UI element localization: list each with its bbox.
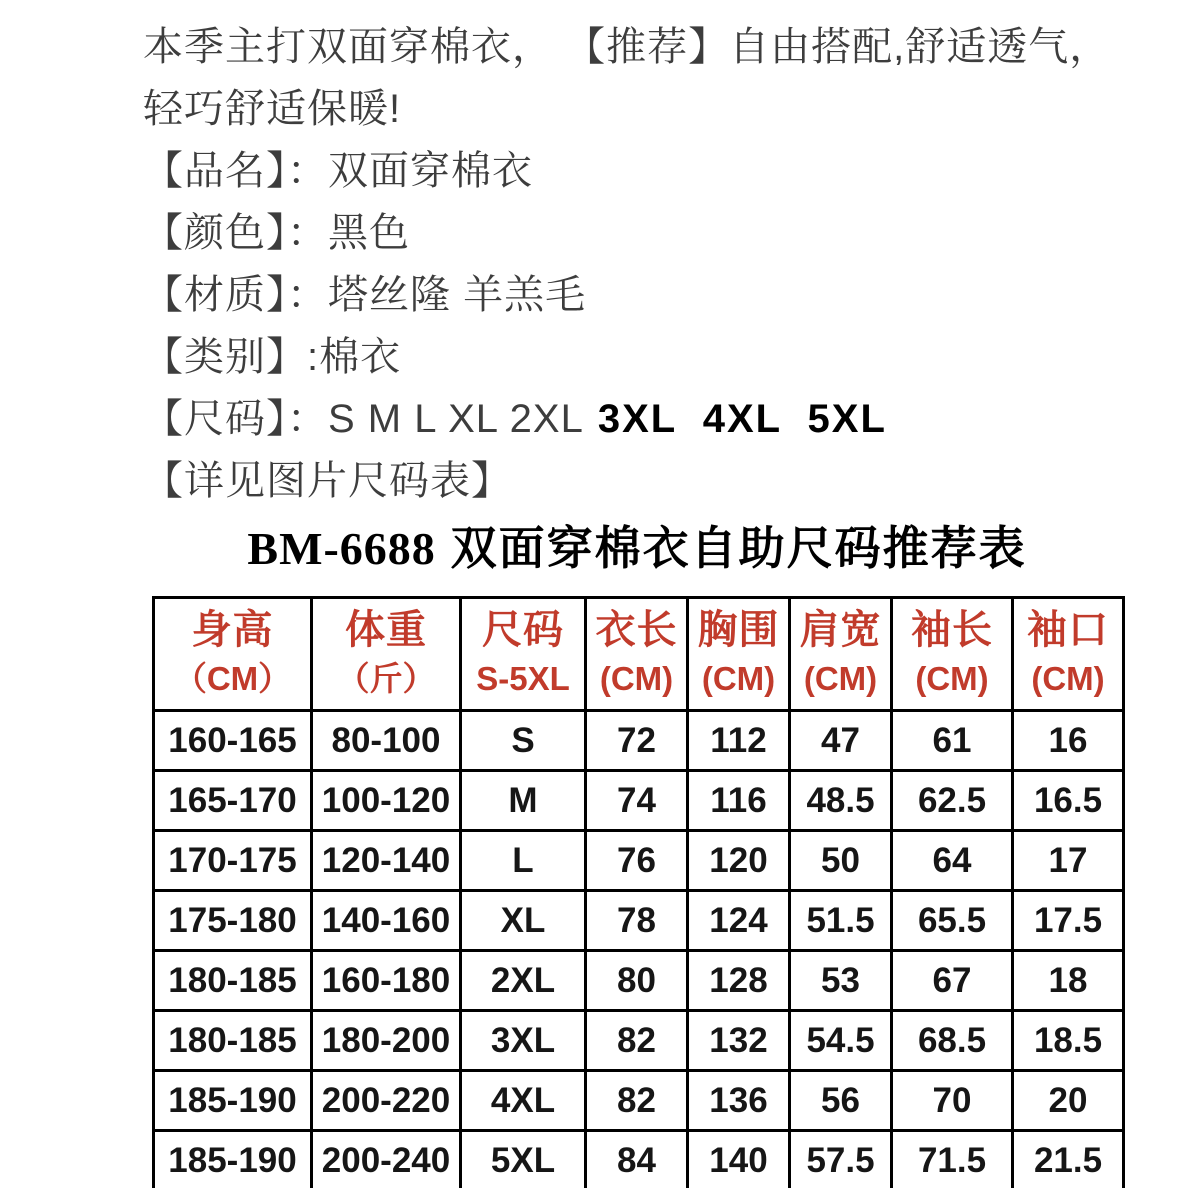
spec-line-color: 【颜色】：黑色 bbox=[143, 211, 410, 255]
size-chart-section bbox=[152, 522, 1122, 1188]
header-cell-cuff: 袖口 (CM) bbox=[1013, 598, 1124, 711]
size-table-cell: 80 bbox=[586, 951, 688, 1011]
size-table-cell: 116 bbox=[688, 771, 790, 831]
size-table-cell: 78 bbox=[586, 891, 688, 951]
size-table-cell: 20 bbox=[1013, 1071, 1124, 1131]
size-table-row bbox=[154, 711, 1124, 771]
size-table-cell: 17 bbox=[1013, 831, 1124, 891]
spec-line-sizes bbox=[143, 388, 1200, 450]
spec-line-category: 【类别】:棉衣 bbox=[143, 335, 402, 379]
size-table-row bbox=[154, 1011, 1124, 1071]
size-table-cell: 57.5 bbox=[790, 1131, 892, 1188]
size-table-cell: 132 bbox=[688, 1011, 790, 1071]
size-table-cell: 48.5 bbox=[790, 771, 892, 831]
size-table-cell: 70 bbox=[892, 1071, 1013, 1131]
size-table-cell: 64 bbox=[892, 831, 1013, 891]
header-cell-size: 尺码 S-5XL bbox=[461, 598, 586, 711]
size-table-cell: 128 bbox=[688, 951, 790, 1011]
size-table-cell: S bbox=[461, 711, 586, 771]
size-table-cell: 54.5 bbox=[790, 1011, 892, 1071]
size-table bbox=[152, 596, 1125, 1188]
intro-line-1: 本季主打双面穿棉衣， 【推荐】自由搭配,舒适透气， bbox=[143, 25, 1111, 69]
size-table-row bbox=[154, 1131, 1124, 1188]
size-table-cell: 180-200 bbox=[312, 1011, 461, 1071]
header-cell-bust: 胸围 (CM) bbox=[688, 598, 790, 711]
size-table-cell: 71.5 bbox=[892, 1131, 1013, 1188]
size-table-cell: 53 bbox=[790, 951, 892, 1011]
header-cell-shoulder: 肩宽 (CM) bbox=[790, 598, 892, 711]
size-table-cell: 160-165 bbox=[154, 711, 312, 771]
size-table-cell: 175-180 bbox=[154, 891, 312, 951]
size-table-cell: 200-240 bbox=[312, 1131, 461, 1188]
size-table-row bbox=[154, 1071, 1124, 1131]
size-table-cell: 61 bbox=[892, 711, 1013, 771]
size-table-row bbox=[154, 831, 1124, 891]
size-table-cell: 136 bbox=[688, 1071, 790, 1131]
size-table-cell: 74 bbox=[586, 771, 688, 831]
size-table-cell: 67 bbox=[892, 951, 1013, 1011]
size-table-cell: 84 bbox=[586, 1131, 688, 1188]
size-table-cell: 140-160 bbox=[312, 891, 461, 951]
size-table-cell: 76 bbox=[586, 831, 688, 891]
size-table-cell: 18.5 bbox=[1013, 1011, 1124, 1071]
size-table-cell: 80-100 bbox=[312, 711, 461, 771]
spec-line-material: 【材质】：塔丝隆 羊羔毛 bbox=[143, 273, 587, 317]
size-table-row bbox=[154, 771, 1124, 831]
size-table-cell: 180-185 bbox=[154, 951, 312, 1011]
size-table-body bbox=[154, 711, 1124, 1188]
size-list-bold: 3XL 4XL 5XL bbox=[597, 397, 887, 441]
size-table-cell: 56 bbox=[790, 1071, 892, 1131]
size-table-cell: L bbox=[461, 831, 586, 891]
size-table-cell: 165-170 bbox=[154, 771, 312, 831]
header-cell-garment-length: 衣长 (CM) bbox=[586, 598, 688, 711]
size-table-cell: 185-190 bbox=[154, 1071, 312, 1131]
size-table-cell: 82 bbox=[586, 1011, 688, 1071]
size-table-cell: 120 bbox=[688, 831, 790, 891]
header-cell-height: 身高 （CM） bbox=[154, 598, 312, 711]
size-table-cell: 5XL bbox=[461, 1131, 586, 1188]
size-chart-title-text bbox=[436, 522, 451, 574]
size-table-row bbox=[154, 951, 1124, 1011]
size-table-cell: 47 bbox=[790, 711, 892, 771]
size-table-cell: 16.5 bbox=[1013, 771, 1124, 831]
size-table-cell: 140 bbox=[688, 1131, 790, 1188]
size-table-cell: 4XL bbox=[461, 1071, 586, 1131]
size-table-cell: 180-185 bbox=[154, 1011, 312, 1071]
size-table-row bbox=[154, 891, 1124, 951]
size-table-cell: 62.5 bbox=[892, 771, 1013, 831]
size-list-regular: 【尺码】：S M L XL 2XL bbox=[143, 397, 584, 441]
size-table-cell: M bbox=[461, 771, 586, 831]
size-table-cell: XL bbox=[461, 891, 586, 951]
size-table-cell: 65.5 bbox=[892, 891, 1013, 951]
size-table-cell: 3XL bbox=[461, 1011, 586, 1071]
size-table-cell: 18 bbox=[1013, 951, 1124, 1011]
size-table-cell: 21.5 bbox=[1013, 1131, 1124, 1188]
size-table-cell: 120-140 bbox=[312, 831, 461, 891]
intro-block bbox=[0, 0, 1200, 512]
size-table-cell: 112 bbox=[688, 711, 790, 771]
spec-line-note: 【详见图片尺码表】 bbox=[143, 459, 512, 503]
size-table-cell: 200-220 bbox=[312, 1071, 461, 1131]
size-table-header-row bbox=[154, 598, 1124, 711]
size-chart-title bbox=[152, 522, 1122, 575]
size-table-cell: 68.5 bbox=[892, 1011, 1013, 1071]
size-table-cell: 124 bbox=[688, 891, 790, 951]
size-table-cell: 72 bbox=[586, 711, 688, 771]
header-cell-sleeve-length: 袖长 (CM) bbox=[892, 598, 1013, 711]
size-table-cell: 17.5 bbox=[1013, 891, 1124, 951]
size-table-cell: 16 bbox=[1013, 711, 1124, 771]
size-table-cell: 51.5 bbox=[790, 891, 892, 951]
size-table-cell: 2XL bbox=[461, 951, 586, 1011]
size-table-cell: 50 bbox=[790, 831, 892, 891]
size-table-cell: 160-180 bbox=[312, 951, 461, 1011]
size-chart-title-code: BM-6688 bbox=[247, 523, 436, 574]
intro-line-2: 轻巧舒适保暖! bbox=[143, 87, 402, 131]
size-table-cell: 185-190 bbox=[154, 1131, 312, 1188]
size-chart-title-cn: 双面穿棉衣自助尺码推荐表 bbox=[450, 522, 1027, 574]
size-table-cell: 100-120 bbox=[312, 771, 461, 831]
size-table-cell: 82 bbox=[586, 1071, 688, 1131]
size-table-cell: 170-175 bbox=[154, 831, 312, 891]
spec-line-name: 【品名】：双面穿棉衣 bbox=[143, 149, 533, 193]
header-cell-weight: 体重 （斤） bbox=[312, 598, 461, 711]
